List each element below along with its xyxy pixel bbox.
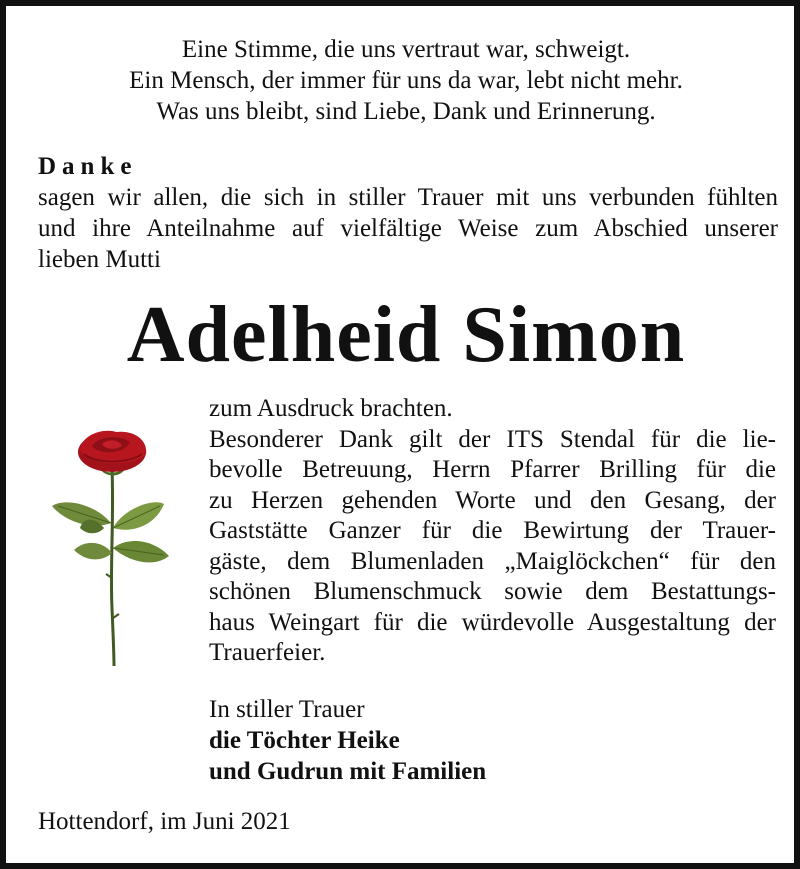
body-line: bevolle Betreuung, Herrn Pfarrer Brilling für die [209, 456, 776, 483]
body-line: Trauerfeier. [209, 639, 326, 666]
body-line: gäste, dem Blumenladen „Maiglöckchen“ für den [209, 547, 776, 575]
intro-line: und ihre Anteilnahme auf vielfältige Weise zum Abschied unserer [38, 215, 778, 242]
mourners-line: und Gudrun mit Familien [209, 758, 487, 785]
thanks-body [209, 394, 776, 669]
body-line: zu Herzen gehenden Worte und den Gesang, der [209, 486, 776, 514]
closing-phrase: In stiller Trauer [209, 696, 365, 723]
signature-block [209, 694, 486, 787]
body-line: Besonderer Dank gilt der ITS Stendal für die lie- [209, 425, 776, 453]
rose-icon [44, 428, 194, 668]
body-line: zum Ausdruck brachten. [209, 395, 453, 422]
deceased-name: Adelheid Simon [126, 291, 686, 379]
memorial-verse [6, 34, 800, 127]
body-line: haus Weingart für die würdevolle Ausgestaltung der [209, 608, 776, 636]
body-line: schönen Blumenschmuck sowie dem Bestattungs- [209, 578, 776, 605]
thanks-intro [38, 182, 778, 275]
verse-line: Was uns bleibt, sind Liebe, Dank und Erinnerung. [156, 98, 656, 125]
verse-line: Ein Mensch, der immer für uns da war, lebt nicht mehr. [129, 67, 683, 94]
intro-line: sagen wir allen, die sich in stiller Trauer mit uns verbunden fühlten [38, 184, 778, 211]
place-and-date: Hottendorf, im Juni 2021 [38, 808, 291, 835]
intro-line: lieben Mutti [38, 246, 161, 273]
thanks-heading: Danke [38, 153, 138, 180]
body-line: Gaststätte Ganzer für die Bewirtung der Trauer- [209, 517, 776, 544]
mourners-line: die Töchter Heike [209, 727, 400, 754]
verse-line: Eine Stimme, die uns vertraut war, schweigt. [181, 36, 631, 63]
